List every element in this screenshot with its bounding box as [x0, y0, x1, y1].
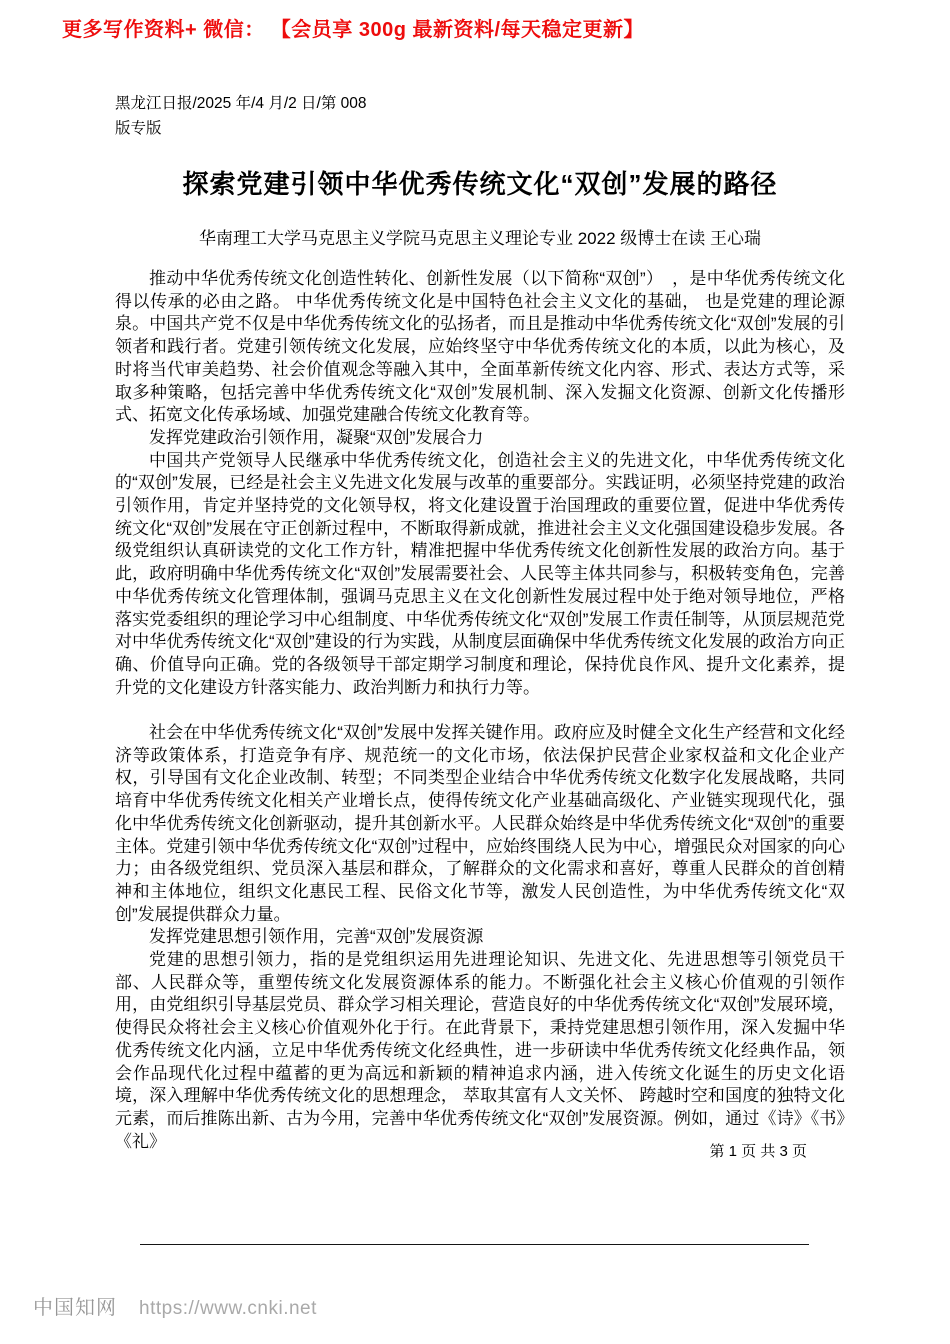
- article-paragraph: 党建的思想引领力，指的是党组织运用先进理论知识、先进文化、先进思想等引领党员干部、人民群众等，重塑传统文化发展资源体系的能力。不断强化社会主义核心价值观的引领作用，由党组织引导基层党员、群众学习相关理论，营造良好的中华优秀传统文化“双创”发展环境，使得民众将社会主义核心价值观外化于行。在此背景下，秉持党建思想引领作用，深入发掘中华优秀传统文化内涵，立足中华优秀传统文化经典性，进一步研读中华优秀传统文化经典作品，领会作品现代化过程中蕴蓄的更为高远和新颖的精神追求内涵，进入传统文化诞生的历史文化语境，深入理解中华优秀传统文化的思想理念， 萃取其富有人文关怀、 跨越时空和国度的独特文化元素，而后推陈出新、古为今用，完善中华优秀传统文化“双创”发展资源。例如，通过《诗》《书》《礼》: [115, 950, 845, 1151]
- publication-source-line2: 版专版: [115, 120, 162, 137]
- page-number-indicator: 第 1 页 共 3 页: [709, 1143, 807, 1160]
- footer-divider-line: [140, 1244, 809, 1245]
- publication-source-line1: 黑龙江日报/2025 年/4 月/2 日/第 008: [115, 95, 367, 112]
- article-title: 探索党建引领中华优秀传统文化“双创”发展的路径: [182, 169, 778, 199]
- document-page: [115, 0, 845, 1153]
- cnki-watermark: [33, 1291, 317, 1320]
- promo-banner: 更多写作资料+ 微信： 【会员享 300g 最新资料/每天稳定更新】: [62, 19, 645, 41]
- article-body: [115, 268, 845, 1153]
- article-author: 华南理工大学马克思主义学院马克思主义理论专业 2022 级博士在读 王心瑞: [199, 229, 761, 248]
- article-paragraph: 社会在中华优秀传统文化“双创”发展中发挥关键作用。政府应及时健全文化生产经营和文化经济等政策体系，打造竞争有序、规范统一的文化市场，依法保护民营企业家权益和文化企业产权，引导国有文化企业改制、转型；不同类型企业结合中华优秀传统文化数字化发展战略，共同培育中华优秀传统文化相关产业增长点，使得传统文化产业基础高级化、产业链实现现代化，强化中华优秀传统文化创新驱动，提升其创新水平。人民群众始终是中华优秀传统文化“双创”的重要主体。党建引领中华优秀传统文化“双创”过程中，应始终围绕人民为中心，增强民众对国家的向心力；由各级党组织、党员深入基层和群众，了解群众的文化需求和喜好，尊重人民群众的首创精神和主体地位，组织文化惠民工程、民俗文化节等，激发人民创造性，为中华优秀传统文化“双创”发展提供群众力量。: [115, 723, 845, 924]
- cnki-url: https://www.cnki.net: [139, 1298, 317, 1319]
- cnki-logo-text: 中国知网: [33, 1297, 117, 1319]
- publication-source: [115, 91, 845, 141]
- article-paragraph: 中国共产党领导人民继承中华优秀传统文化，创造社会主义的先进文化，中华优秀传统文化的“双创”发展，已经是社会主义先进文化发展与改革的重要部分。实践证明，必须坚持党建的政治引领作用，肯定并坚持党的文化领导权，将文化建设置于治国理政的重要位置，促进中华优秀传统文化“双创”发展在守正创新过程中，不断取得新成就，推进社会主义文化强国建设稳步发展。各级党组织认真研读党的文化工作方针，精准把握中华优秀传统文化创新性发展的政治方向。基于此，政府明确中华优秀传统文化“双创”发展需要社会、人民等主体共同参与，积极转变角色，完善中华优秀传统文化管理体制，强调马克思主义在文化创新性发展过程中处于绝对领导地位，严格落实党委组织的理论学习中心组制度、中华优秀传统文化“双创”发展工作责任制等，从顶层规范党对中华优秀传统文化“双创”建设的行为实践，从制度层面确保中华优秀传统文化发展的政治方向正确、价值导向正确。党的各级领导干部定期学习制度和理论，保持优良作风、提升文化素养，提升党的文化建设方针落实能力、政治判断力和执行力等。: [115, 450, 845, 697]
- section-heading: 发挥党建思想引领作用，完善“双创”发展资源: [149, 927, 484, 947]
- article-paragraph: 推动中华优秀传统文化创造性转化、创新性发展（以下简称“双创”） ，是中华优秀传统文化得以传承的必由之路。 中华优秀传统文化是中国特色社会主义文化的基础， 也是党建的理论源泉。中国共产党不仅是中华优秀传统文化的弘扬者，而且是推动中华优秀传统文化“双创”发展的引领者和践行者。党建引领传统文化发展，应始终坚守中华优秀传统文化的本质，以此为核心，及时将当代审美趋势、社会价值观念等融入其中，全面革新传统文化内容、形式、表达方式等，采取多种策略，包括完善中华优秀传统文化“双创”发展机制、深入发掘文化资源、创新文化传播形式、拓宽文化传承场域、加强党建融合传统文化教育等。: [115, 269, 845, 425]
- section-heading: 发挥党建政治引领作用，凝聚“双创”发展合力: [149, 427, 484, 447]
